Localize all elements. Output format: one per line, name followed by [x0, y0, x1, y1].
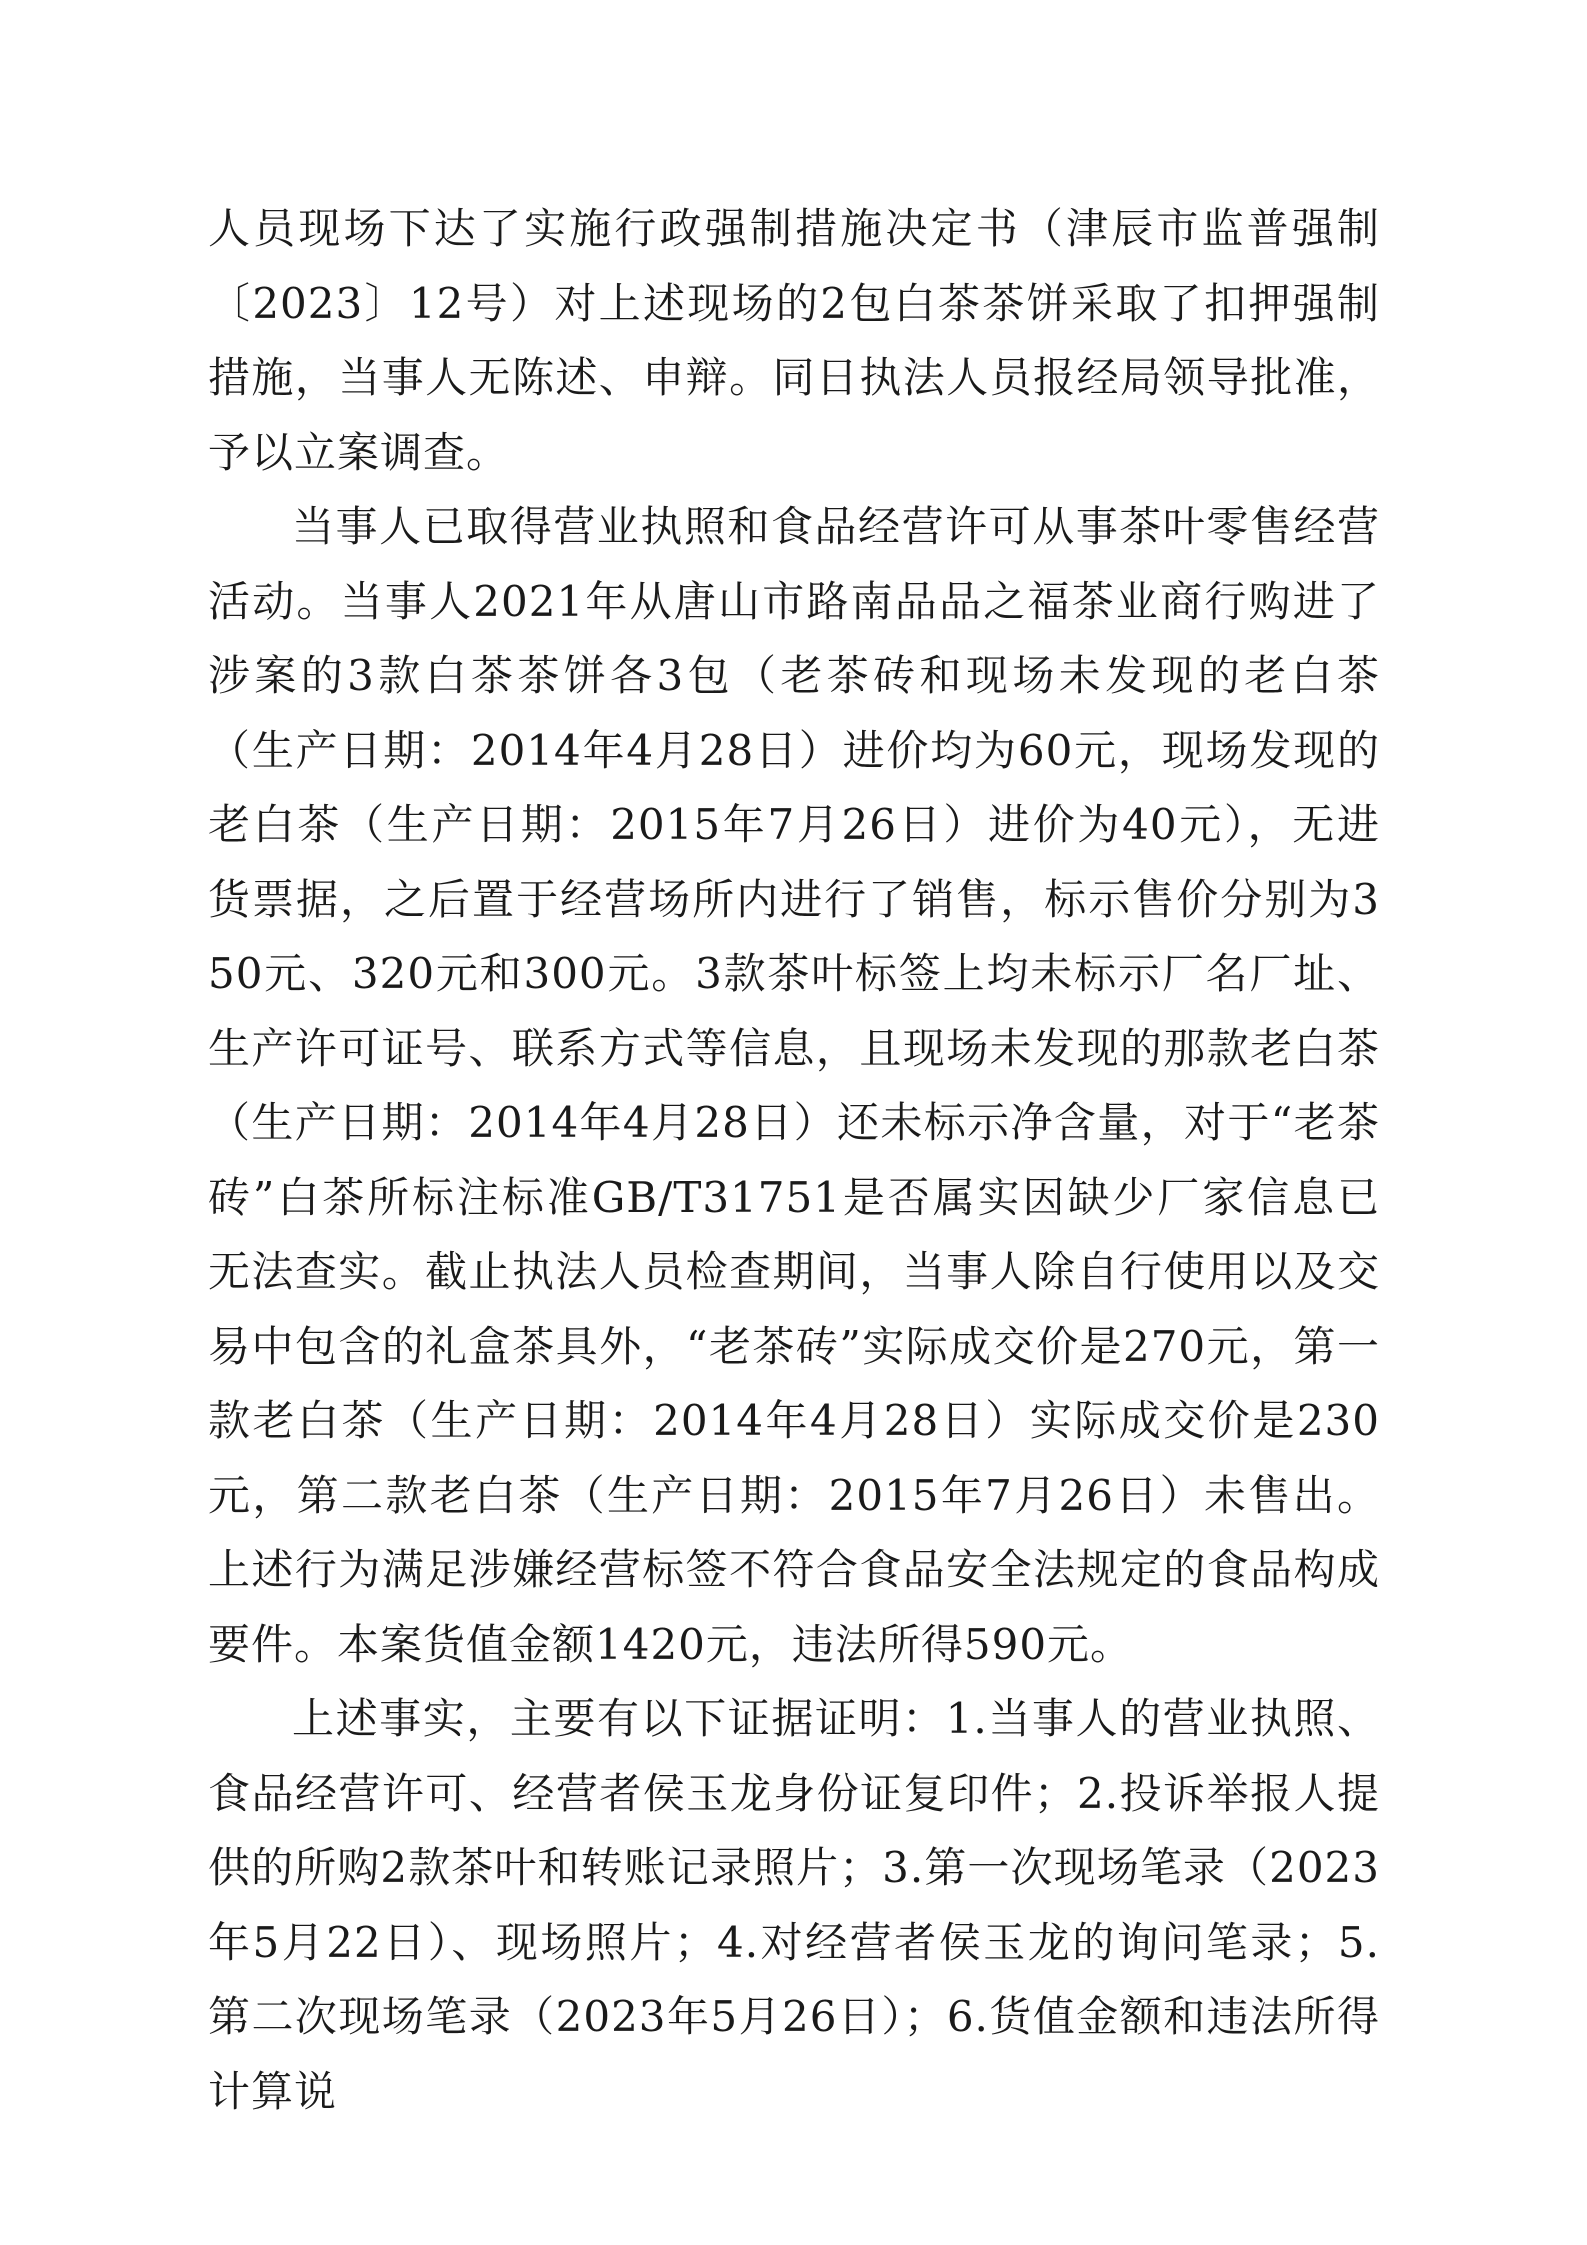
- paragraph-3: 上述事实，主要有以下证据证明：1.当事人的营业执照、食品经营许可、经营者侯玉龙身份证复印件；2.投诉举报人提供的所购2款茶叶和转账记录照片；3.第一次现场笔录（2023年5月22日）、现场照片；4.对经营者侯玉龙的询问笔录；5.第二次现场笔录（2023年5月26日）；6.货值金额和违法所得计算说: [208, 1694, 1380, 2116]
- paragraph-1: 人员现场下达了实施行政强制措施决定书（津辰市监普强制〔2023〕12号）对上述现场的2包白茶茶饼采取了扣押强制措施，当事人无陈述、申辩。同日执法人员报经局领导批准，予以立案调查。: [208, 204, 1380, 477]
- paragraph-2: 当事人已取得营业执照和食品经营许可从事茶叶零售经营活动。当事人2021年从唐山市路南品品之福茶业商行购进了涉案的3款白茶茶饼各3包（老茶砖和现场未发现的老白茶（生产日期：2014年4月28日）进价均为60元，现场发现的老白茶（生产日期：2015年7月26日）进价为40元），无进货票据，之后置于经营场所内进行了销售，标示售价分别为350元、320元和300元。3款茶叶标签上均未标示厂名厂址、生产许可证号、联系方式等信息，且现场未发现的那款老白茶（生产日期：2014年4月28日）还未标示净含量，对于“老茶砖”白茶所标注标准GB/T31751是否属实因缺少厂家信息已无法查实。截止执法人员检查期间，当事人除自行使用以及交易中包含的礼盒茶具外，“老茶砖”实际成交价是270元，第一款老白茶（生产日期：2014年4月28日）实际成交价是230元，第二款老白茶（生产日期：2015年7月26日）未售出。上述行为满足涉嫌经营标签不符合食品安全法规定的食品构成要件。本案货值金额1420元，违法所得590元。: [208, 502, 1380, 1669]
- document-body: [208, 192, 1380, 2129]
